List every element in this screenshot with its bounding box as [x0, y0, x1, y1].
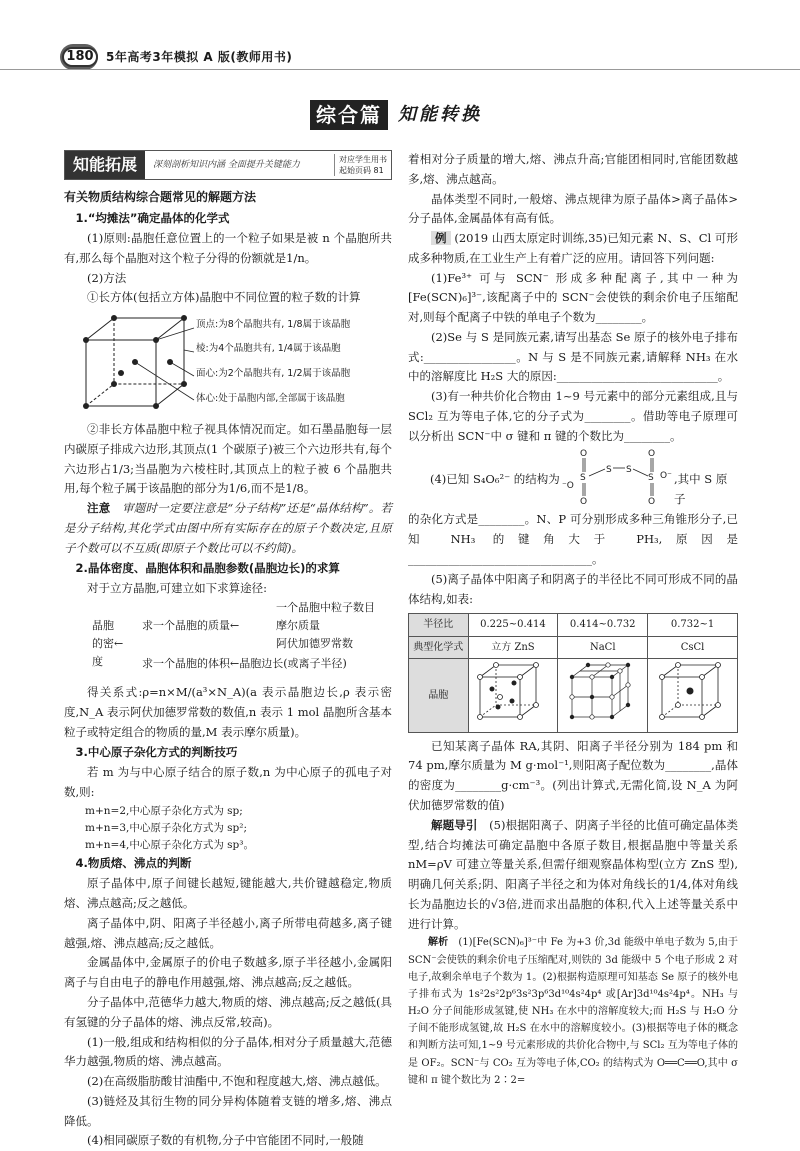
page-header — [0, 44, 800, 70]
para-4-6: (2)在高级脂肪酸甘油酯中,不饱和程度越大,熔、沸点越低。 — [87, 1074, 387, 1089]
table-cell: 0.414~0.732 — [558, 614, 648, 636]
table-row — [409, 658, 738, 732]
figure-label-vertex: 顶点:为8个晶胞共有, 1/8属于该晶胞 — [196, 319, 351, 331]
svg-text:S: S — [626, 465, 632, 476]
heading-1: 1.“均摊法”确定晶体的化学式 — [75, 211, 230, 225]
para-3-1: 若 m 为与中心原子结合的原子数,n 为中心原子的孤电子对数,则: — [64, 765, 392, 800]
figure-label-body: 体心:处于晶胞内部,全部属于该晶胞 — [196, 393, 345, 405]
para-4-5: (1)一般,组成和结构相似的分子晶体,相对分子质量越大,范德华力越强,物质的熔、沸点越高。 — [64, 1034, 392, 1069]
heading-4: 4.物质熔、沸点的判断 — [75, 856, 192, 871]
ion-crystal-table — [408, 613, 738, 732]
para-4-8: (4)相同碳原子数的有机物,分子中官能团不同时,一般随 — [87, 1133, 364, 1148]
svg-text:S: S — [580, 473, 586, 484]
right-column — [408, 150, 738, 1089]
tree-g: 阿伏加德罗常数 — [276, 637, 353, 651]
note-label: 注意 — [87, 501, 111, 516]
table-row — [409, 636, 738, 658]
tree-b: 的密← — [92, 637, 124, 651]
question-4-a: (4)已知 S₄O₆²⁻ 的结构为 — [430, 472, 560, 487]
table-cell: 立方 ZnS — [468, 636, 558, 658]
cscl-cell-figure — [648, 658, 738, 732]
svg-text:⁻O: ⁻O — [562, 481, 574, 492]
cscl-lattice-icon — [654, 661, 732, 723]
main-heading: 有关物质结构综合题常见的解题方法 — [64, 190, 257, 204]
nacl-cell-figure — [558, 658, 648, 732]
table-header-formula: 典型化学式 — [409, 636, 469, 658]
para-4-7: (3)链烃及其衍生物的同分异构体随着支链的增多,熔、沸点降低。 — [64, 1093, 392, 1128]
s4o6-structure-diagram — [562, 446, 672, 508]
tree-h: 求一个晶胞的体积←晶胞边长(或离子半径) — [142, 657, 347, 671]
para-r-1: 着相对分子质量的增大,熔、沸点升高;官能团相同时,官能团数越多,熔、沸点越高。 — [408, 152, 738, 186]
question-3: (3)有一种共价化合物由 1~9 号元素中的部分元素组成,且与 SCl₂ 互为等电子体,它的分子式为________。借助等电子原理可以分析出 SCN⁻中 σ 键和 π 键的个数比为________。 — [408, 389, 738, 443]
guide-paragraph — [408, 816, 738, 935]
rule-line-3: m+n=4,中心原子杂化方式为 sp³。 — [85, 838, 254, 851]
zhineng-banner — [64, 150, 392, 180]
analysis-text: (1)[Fe(SCN)₆]³⁻中 Fe 为+3 价,3d 能级中单电子数为 5,由于 SCN⁻会使铁的剩余价电子压缩配对,则铁的 3d 能级中 5 个电子形成 2 对电子,故剩余单电子个数为 1。(2)根据构造原理可知基态 Se 原子的核外电子排布式为 1s²2s²2p⁶3s²3p⁶3d¹⁰4s²4p⁴ 或[Ar]3d¹⁰4s²4p⁴。NH₃ 与 H₂O 分子间能形成氢键,使 NH₃ 在水中的溶解度较大;而 H₂S 与 H₂O 分子间不能形成氢键,故 H₂S 在水中的溶解度较小。(3)根据等电子体的概念和判断方法可知,1~9 号元素形成的共价化合物中,与 SCl₂ 互为等电子体的是 OF₂。SCN⁻与 CO₂ 互为等电子体,CO₂ 的结构式为 O══C══O,其中 σ 键和 π 键个数比为 2∶2= — [408, 937, 739, 1086]
para-4-2: 离子晶体中,阴、阳离子半径越小,离子所带电荷越多,离子键越强,熔、沸点越高;反之越低。 — [64, 915, 392, 950]
table-cell: 0.732~1 — [648, 614, 738, 636]
table-row — [409, 614, 738, 636]
para-4-4: 分子晶体中,范德华力越大,物质的熔、沸点越高;反之越低(具有氢键的分子晶体的熔、沸点反常,较高)。 — [64, 995, 392, 1029]
question-1: (1)Fe³⁺ 可与 SCN⁻ 形成多种配离子,其中一种为[Fe(SCN)₆]³⁻,该配离子中的 SCN⁻会使铁的剩余价电子压缩配对,则每个配离子中铁的单电子个数为________。 — [408, 270, 738, 325]
ref-line-2: 起始页码 81 — [339, 166, 384, 175]
para-1-3: ①长方体(包括立方体)晶胞中不同位置的粒子数的计算 — [87, 290, 361, 305]
question-5: (5)离子晶体中阳离子和阴离子的半径比不同可形成不同的晶体结构,如表: — [408, 571, 738, 606]
tree-c: 度 — [92, 655, 103, 669]
ref-line-1: 对应学生用书 — [339, 155, 387, 164]
question-5-b: 已知某离子晶体 RA,其阴、阳离子半径分别为 184 pm 和 74 pm,摩尔质量为 M g·mol⁻¹,则阳离子配位数为________,晶体的密度为________g·cm⁻³。(列出计算式,无需化简,设 N_A 为阿伏加德罗常数的值) — [408, 738, 738, 812]
svg-text:O: O — [580, 497, 588, 508]
tree-a: 晶胞 — [92, 619, 114, 633]
tree-f: 摩尔质量 — [276, 619, 320, 633]
para-2-1: 对于立方晶胞,可建立如下求算途径: — [87, 581, 268, 596]
svg-text:O⁻: O⁻ — [660, 471, 672, 482]
svg-text:S: S — [606, 465, 612, 476]
cuboid-cell-diagram — [76, 310, 196, 414]
para-4-3: 金属晶体中,金属原子的价电子数越多,原子半径越小,金属阳离子与自由电子的静电作用越强,熔、沸点越高;反之越低。 — [64, 955, 392, 990]
table-header-ratio: 半径比 — [409, 614, 469, 636]
cell-position-figure — [76, 310, 392, 418]
table-cell: NaCl — [558, 636, 648, 658]
rule-line-1: m+n=2,中心原子杂化方式为 sp; — [85, 805, 243, 818]
example-text: (2019 山西太原定时训练,35)已知元素 N、S、Cl 可形成多种物质,在工业生产上有着广泛的应用。请回答下列问题: — [408, 231, 739, 265]
zns-cell-figure — [468, 658, 558, 732]
book-title: 5年高考3年模拟 A 版(教师用书) — [106, 50, 293, 64]
example-intro — [408, 229, 738, 269]
para-4-1: 原子晶体中,原子间键长越短,键能越大,共价键越稳定,物质熔、沸点越高;反之越低。 — [64, 876, 392, 911]
svg-text:O: O — [648, 449, 656, 460]
zhineng-slogan: 深刻剖析知识内涵 全面提升关键能力 — [153, 160, 300, 170]
heading-3: 3.中心原子杂化方式的判断技巧 — [75, 745, 238, 760]
para-1-2: (2)方法 — [87, 270, 127, 285]
question-4-c: 的杂化方式是________。N、P 可分别形成多种三角锥形分子,已知 NH₃ 的键角大于 PH₃,原因是________________________________。 — [408, 512, 738, 567]
para-r-2: 晶体类型不同时,一般熔、沸点规律为原子晶体>离子晶体>分子晶体,金属晶体有高有低。 — [408, 191, 738, 226]
heading-2: 2.晶体密度、晶胞体积和晶胞参数(晶胞边长)的求算 — [75, 561, 340, 576]
tree-e: 一个晶胞中粒子数目 — [276, 601, 375, 615]
analysis-paragraph — [408, 934, 738, 1089]
section-main-title: 综合篇 — [310, 100, 388, 130]
svg-text:S: S — [648, 473, 654, 484]
zns-lattice-icon — [474, 661, 552, 723]
example-label: 例 — [431, 231, 451, 245]
figure-label-face: 面心:为2个晶胞共有, 1/2属于该晶胞 — [196, 368, 351, 380]
para-1-1: (1)原则:晶胞任意位置上的一个粒子如果是被 n 个晶胞所共有,那么每个晶胞对这个粒子分得的份额就是1/n。 — [64, 231, 392, 265]
question-4-b: ,其中 S 原子 — [674, 472, 728, 507]
zhineng-ref — [334, 154, 391, 176]
question-4-line — [408, 446, 738, 510]
header-rule — [0, 69, 800, 70]
svg-text:O: O — [580, 449, 588, 460]
rule-line-2: m+n=3,中心原子杂化方式为 sp²; — [85, 821, 248, 834]
tree-d: 求一个晶胞的质量← — [142, 619, 240, 633]
guide-label: 解题导引 — [431, 817, 478, 832]
density-flow-tree — [64, 601, 392, 681]
para-1-4: ②非长方体晶胞中粒子视具体情况而定。如石墨晶胞每一层内碳原子排成六边形,其顶点(1 个碳原子)被三个六边形共有,每个六边形占1/3;当晶胞为六棱柱时,其顶点上的粒子被 6 个晶胞共用,每个粒子属于该晶胞的部分为1/6,而不是1/8。 — [64, 422, 392, 496]
guide-text: (5)根据阳离子、阴离子半径的比值可确定晶体类型,结合均摊法可确定晶胞中各原子数目,根据晶胞中等量关系 nM=ρV 可建立等量关系,但需仔细观察晶体构型(立方 ZnS 型),明确几何关系;阴、阳离子半径之和为体对角线长的1/4,体对角线长为晶胞边长的√3倍,进而求出晶胞的体积,代入上述等量关系中进行计算。 — [408, 817, 739, 931]
analysis-label: 解析 — [428, 937, 449, 949]
left-column — [64, 150, 392, 1151]
nacl-lattice-icon — [564, 661, 642, 723]
zhineng-tag: 知能拓展 — [65, 151, 145, 179]
note-text: 审题时一定要注意是“分子结构”还是“晶体结构”。若是分子结构,其化学式由图中所有实际存在的原子个数决定,且原子个数可以不互质(即原子个数比可以不约简)。 — [64, 501, 392, 555]
table-header-cell: 晶胞 — [409, 658, 469, 732]
para-2-2: 得关系式:ρ=n×M/(a³×N_A)(a 表示晶胞边长,ρ 表示密度,N_A 表示阿伏加德罗常数的数值,n 表示 1 mol 晶胞所含基本粒子或特定组合的物质的量,M 表示摩尔质量)。 — [64, 685, 392, 739]
note-paragraph — [64, 499, 392, 558]
section-sub-title: 知能转换 — [398, 104, 482, 125]
question-2: (2)Se 与 S 是同族元素,请写出基态 Se 原子的核外电子排布式:________________。N 与 S 是不同族元素,请解释 NH₃ 在水中的溶解度比 H₂S 大的原因:____________________________。 — [408, 329, 738, 384]
table-cell: 0.225~0.414 — [468, 614, 558, 636]
section-title — [310, 98, 482, 132]
svg-text:O: O — [648, 497, 656, 508]
table-cell: CsCl — [648, 636, 738, 658]
page-number: 180 — [62, 47, 98, 67]
figure-label-edge: 棱:为4个晶胞共有, 1/4属于该晶胞 — [196, 343, 341, 355]
